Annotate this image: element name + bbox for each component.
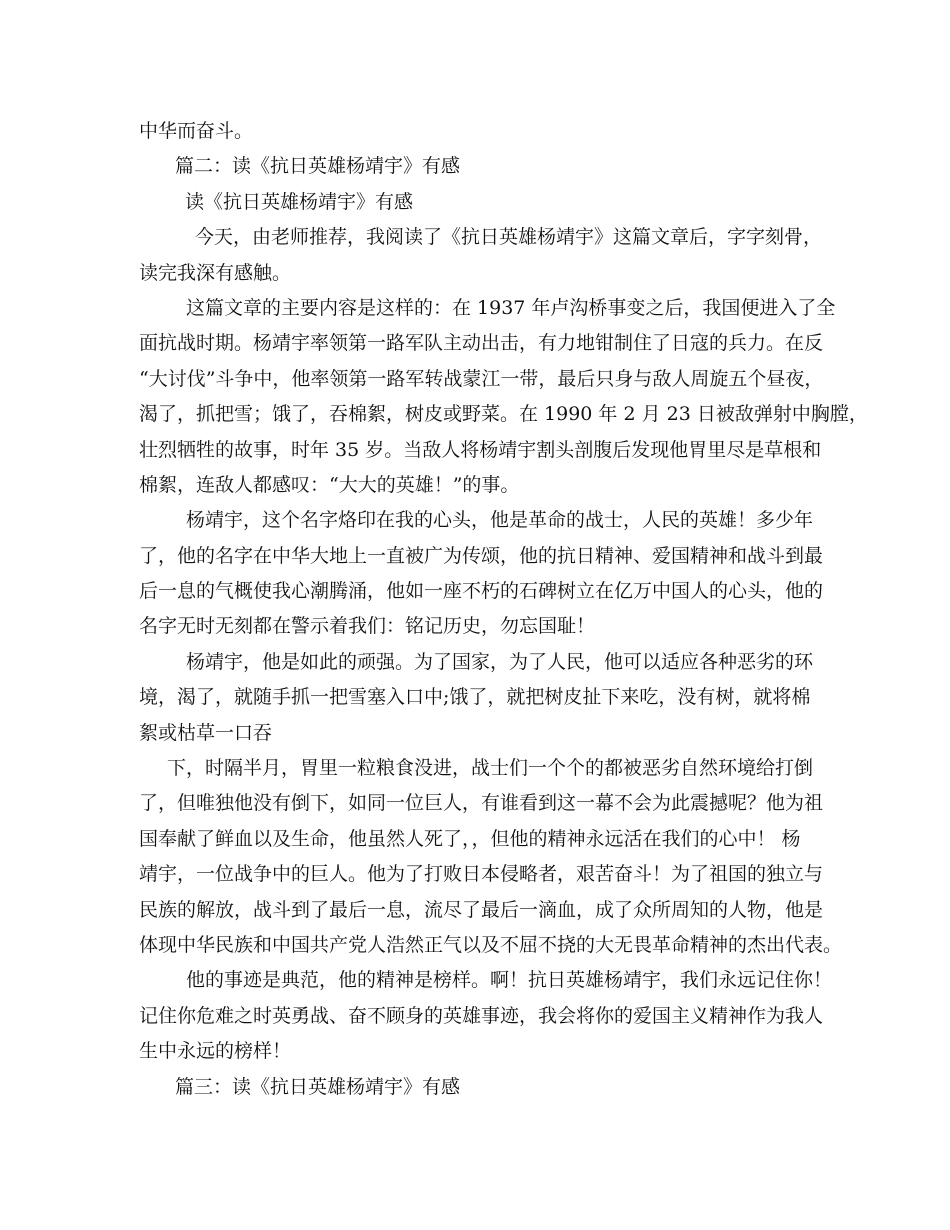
paragraph-line: 国奉献了鲜血以及生命，他虽然人死了，，但他的精神永远活在我们的心中！ 杨 (139, 827, 801, 850)
article-title: 读《抗日英雄杨靖宇》有感 (185, 190, 414, 213)
paragraph-line: 杨靖宇，这个名字烙印在我的心头，他是革命的战士，人民的英雄！多少年 (186, 509, 814, 532)
paragraph-line: 体现中华民族和中国共产党人浩然正气以及不屈不挠的大无畏革命精神的杰出代表。 (139, 933, 843, 956)
paragraph-line: 生中永远的榜样！ (139, 1040, 292, 1063)
paragraph-line: 民族的解放，战斗到了最后一息，流尽了最后一滴血，成了众所周知的人物，他是 (139, 898, 824, 921)
section-heading: 篇三：读《抗日英雄杨靖宇》有感 (175, 1075, 461, 1098)
paragraph-line: 了，他的名字在中华大地上一直被广为传颂，他的抗日精神、爱国精神和战斗到最 (139, 544, 824, 567)
paragraph-line: 读完我深有感触。 (139, 261, 292, 284)
paragraph-line: 渴了，抓把雪；饿了，吞棉絮，树皮或野菜。在 1990 年 2 月 23 日被敌弹射中胸膛， (139, 403, 868, 426)
paragraph-line: 境，渴了，就随手抓一把雪塞入口中;饿了，就把树皮扯下来吃，没有树，就将棉 (139, 686, 811, 709)
paragraph-line: 靖宇，一位战争中的巨人。他为了打败日本侵略者，艰苦奋斗！为了祖国的独立与 (139, 863, 824, 886)
paragraph-line: 壮烈牺牲的故事，时年 35 岁。当敌人将杨靖宇割头剖腹后发现他胃里尽是草根和 (139, 438, 822, 461)
section-heading: 篇二：读《抗日英雄杨靖宇》有感 (175, 155, 461, 178)
paragraph-line: 这篇文章的主要内容是这样的：在 1937 年卢沟桥事变之后，我国便进入了全 (186, 296, 836, 319)
paragraph-line: 杨靖宇，他是如此的顽强。为了国家，为了人民，他可以适应各种恶劣的环 (186, 650, 814, 673)
document-body (139, 114, 868, 1105)
paragraph-line: 絮或枯草一口吞 (139, 721, 273, 744)
paragraph-line: 下，时隔半月，胃里一粒粮食没进，战士们一个个的都被恶劣自然环境给打倒 (167, 757, 814, 780)
paragraph-line: 中华而奋斗。 (139, 120, 254, 142)
paragraph-line: 记住你危难之时英勇战、奋不顾身的英雄事迹，我会将你的爱国主义精神作为我人 (139, 1004, 824, 1027)
paragraph-line: 面抗战时期。杨靖宇率领第一路军队主动出击，有力地钳制住了日寇的兵力。在反 (139, 332, 824, 355)
paragraph-line: 他的事迹是典范，他的精神是榜样。啊！抗日英雄杨靖宇，我们永远记住你！ (186, 969, 833, 992)
paragraph-line: 棉絮，连敌人都感叹：“大大的英雄！”的事。 (139, 473, 520, 496)
paragraph-line: 了，但唯独他没有倒下，如同一位巨人，有谁看到这一幕不会为此震撼呢？他为祖 (139, 792, 824, 815)
paragraph-line: “大讨伐”斗争中，他率领第一路军转战蒙江一带，最后只身与敌人周旋五个昼夜， (139, 367, 824, 390)
paragraph-line: 名字无时无刻都在警示着我们：铭记历史，勿忘国耻！ (139, 615, 596, 638)
paragraph-line: 今天，由老师推荐，我阅读了《抗日英雄杨靖宇》这篇文章后，字字刻骨， (195, 226, 823, 249)
paragraph-line: 后一息的气概使我心潮腾涌，他如一座不朽的石碑树立在亿万中国人的心头，他的 (139, 580, 824, 603)
